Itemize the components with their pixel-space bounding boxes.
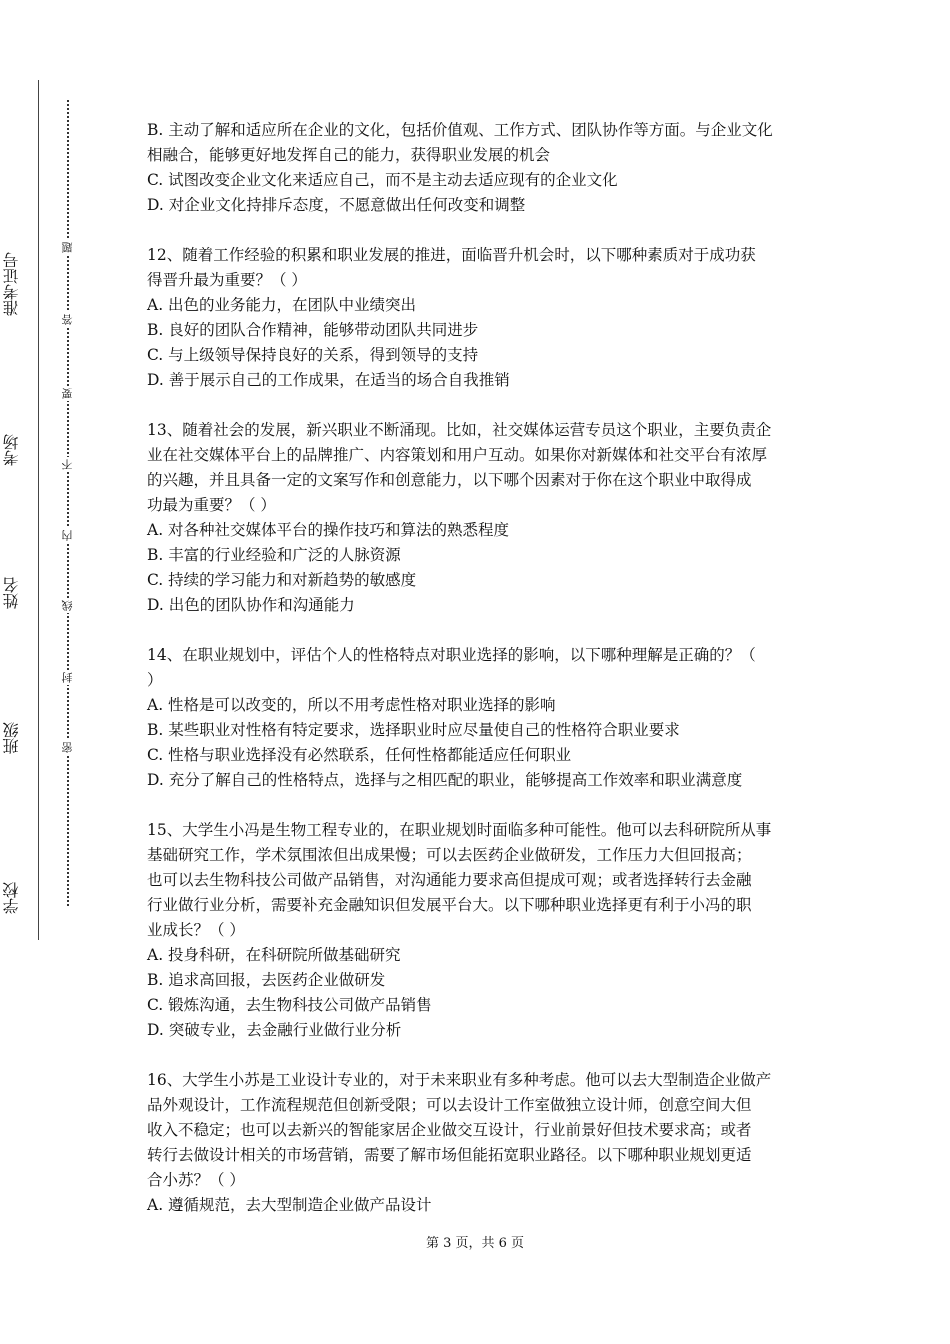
text-line: A. 投身科研，在科研院所做基础研究 xyxy=(147,946,401,964)
text-line: C. 性格与职业选择没有必然联系，任何性格都能适应任何职业 xyxy=(147,746,572,764)
text-line: C. 与上级领导保持良好的关系，得到领导的支持 xyxy=(147,346,479,364)
paragraph-gap xyxy=(147,1043,815,1068)
text-line: C. 持续的学习能力和对新趋势的敏感度 xyxy=(147,571,417,589)
text-line: 14、在职业规划中，评估个人的性格特点对职业选择的影响，以下哪种理解是正确的？（ xyxy=(147,646,756,664)
question-content xyxy=(147,118,815,1218)
paragraph-gap xyxy=(147,793,815,818)
text-line: 功最为重要？（ ） xyxy=(147,496,276,514)
text-line: B. 丰富的行业经验和广泛的人脉资源 xyxy=(147,546,401,564)
text-line: D. 出色的团队协作和沟通能力 xyxy=(147,596,355,614)
text-line: D. 善于展示自己的工作成果，在适当的场合自我推销 xyxy=(147,371,510,389)
text-line: 行业做行业分析，需要补充金融知识但发展平台大。以下哪种职业选择更有利于小冯的职 xyxy=(147,896,752,914)
text-line: 的兴趣，并且具备一定的文案写作和创意能力，以下哪个因素对于你在这个职业中取得成 xyxy=(147,471,752,489)
text-line: 15、大学生小冯是生物工程专业的，在职业规划时面临多种可能性。他可以去科研院所从事 xyxy=(147,821,772,839)
text-line: 相融合，能够更好地发挥自己的能力，获得职业发展的机会 xyxy=(147,146,551,164)
seal-char: 线 xyxy=(58,598,78,613)
text-line: D. 突破专业，去金融行业做行业分析 xyxy=(147,1021,402,1039)
seal-char: 内 xyxy=(58,528,78,543)
text-line: C. 试图改变企业文化来适应自己，而不是主动去适应现有的企业文化 xyxy=(147,171,618,189)
school-label: 学校 xyxy=(0,880,36,916)
text-line: A. 对各种社交媒体平台的操作技巧和算法的熟悉程度 xyxy=(147,521,510,539)
exam-room-label: 考场 xyxy=(0,432,36,468)
text-line: 转行去做设计相关的市场营销，需要了解市场但能拓宽职业路径。以下哪种职业规划更适 xyxy=(147,1146,752,1164)
class-label: 班级 xyxy=(0,720,36,756)
binding-solid-line xyxy=(38,80,39,940)
seal-char: 密 xyxy=(58,740,78,755)
seal-char: 要 xyxy=(58,386,78,401)
exam-number-label: 准考证号 xyxy=(0,250,36,318)
paragraph-gap xyxy=(147,393,815,418)
text-line: 12、随着工作经验的积累和职业发展的推进，面临晋升机会时，以下哪种素质对于成功获 xyxy=(147,246,756,264)
seal-dotted-line xyxy=(67,100,69,906)
text-line: D. 对企业文化持排斥态度，不愿意做出任何改变和调整 xyxy=(147,196,526,214)
seal-char: 答 xyxy=(58,312,78,327)
name-label: 姓名 xyxy=(0,575,36,611)
text-line: A. 性格是可以改变的，所以不用考虑性格对职业选择的影响 xyxy=(147,696,556,714)
text-line: 品外观设计，工作流程规范但创新受限；可以去设计工作室做独立设计师，创意空间大但 xyxy=(147,1096,752,1114)
page-footer: 第 3 页，共 6 页 xyxy=(425,1236,525,1251)
text-line: B. 主动了解和适应所在企业的文化，包括价值观、工作方式、团队协作等方面。与企业文化 xyxy=(147,121,773,139)
text-line: 也可以去生物科技公司做产品销售，对沟通能力要求高但提成可观；或者选择转行去金融 xyxy=(147,871,752,889)
text-line: 得晋升最为重要？（ ） xyxy=(147,271,307,289)
text-line: A. 遵循规范，去大型制造企业做产品设计 xyxy=(147,1196,432,1214)
text-line: 13、随着社会的发展，新兴职业不断涌现。比如，社交媒体运营专员这个职业，主要负责企 xyxy=(147,421,772,439)
text-line: 业在社交媒体平台上的品牌推广、内容策划和用户互动。如果你对新媒体和社交平台有浓厚 xyxy=(147,446,768,464)
text-line: A. 出色的业务能力，在团队中业绩突出 xyxy=(147,296,417,314)
text-line: C. 锻炼沟通，去生物科技公司做产品销售 xyxy=(147,996,432,1014)
text-line: 业成长？（ ） xyxy=(147,921,245,939)
seal-char: 封 xyxy=(58,670,78,685)
text-line: ） xyxy=(147,671,163,689)
text-line: 收入不稳定；也可以去新兴的智能家居企业做交互设计，行业前景好但技术要求高；或者 xyxy=(147,1121,752,1139)
text-line: D. 充分了解自己的性格特点，选择与之相匹配的职业，能够提高工作效率和职业满意度 xyxy=(147,771,743,789)
text-line: 16、大学生小苏是工业设计专业的，对于未来职业有多种考虑。他可以去大型制造企业做产 xyxy=(147,1071,772,1089)
paragraph-gap xyxy=(147,218,815,243)
text-line: 基础研究工作，学术氛围浓但出成果慢；可以去医药企业做研发，工作压力大但回报高； xyxy=(147,846,752,864)
text-line: B. 追求高回报，去医药企业做研发 xyxy=(147,971,386,989)
paragraph-gap xyxy=(147,618,815,643)
seal-char: 题 xyxy=(58,240,78,255)
text-line: B. 良好的团队合作精神，能够带动团队共同进步 xyxy=(147,321,479,339)
text-line: B. 某些职业对性格有特定要求，选择职业时应尽量使自己的性格符合职业要求 xyxy=(147,721,680,739)
text-line: 合小苏？（ ） xyxy=(147,1171,245,1189)
seal-char: 不 xyxy=(58,457,78,472)
